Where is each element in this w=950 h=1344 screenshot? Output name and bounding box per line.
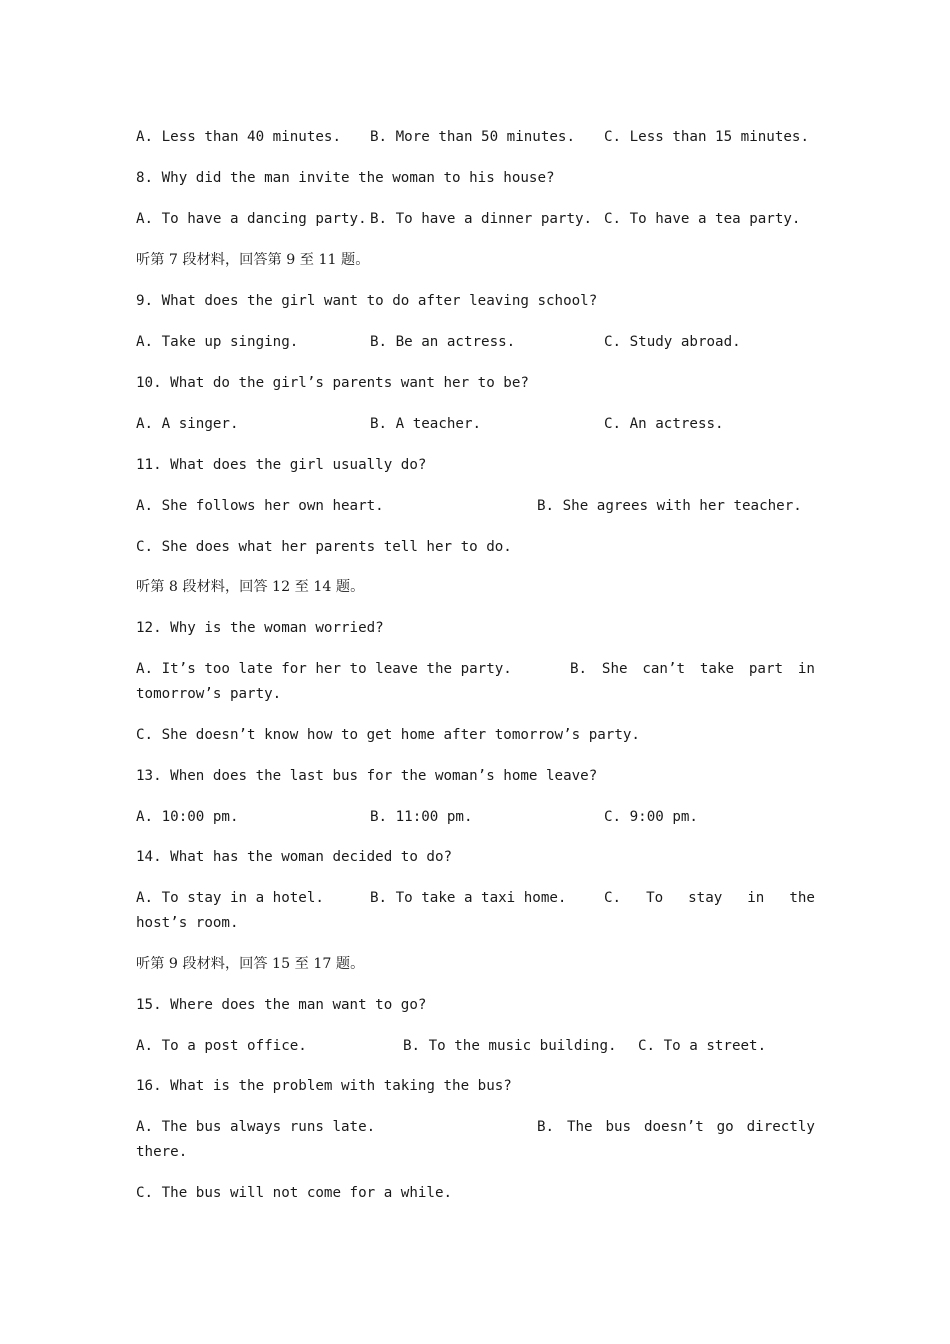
q12-option-b-word: take	[699, 661, 735, 677]
q12-option-b-word: She	[601, 661, 628, 677]
q16-option-b-continuation: there.	[136, 1144, 188, 1160]
q14-option-a: A. To stay in a hotel.	[136, 890, 324, 906]
q15-question: 15. Where does the man want to go?	[136, 997, 427, 1013]
q8-option-b: B. To have a dinner party.	[370, 211, 593, 227]
section-8-heading: 听第 8 段材料，回答 12 至 14 题。	[136, 579, 365, 595]
q16-option-b-word: directly	[746, 1119, 815, 1135]
q10-question: 10. What do the girl’s parents want her to be?	[136, 375, 529, 391]
q8-option-a: A. To have a dancing party.	[136, 211, 367, 227]
q10-option-a: A. A singer.	[136, 416, 239, 432]
q16-question: 16. What is the problem with taking the bus?	[136, 1078, 512, 1094]
q14-option-c	[604, 889, 815, 907]
q13-question: 13. When does the last bus for the woman’s home leave?	[136, 768, 598, 784]
q12-option-a: A. It’s too late for her to leave the party.	[136, 661, 512, 677]
q16-option-b-word: The	[566, 1119, 593, 1135]
q9-option-c: C. Study abroad.	[604, 334, 741, 350]
q7-option-a: A. Less than 40 minutes.	[136, 129, 341, 145]
q13-option-a: A. 10:00 pm.	[136, 809, 239, 825]
q12-option-b-word: part	[748, 661, 784, 677]
q14-option-c-continuation: host’s room.	[136, 915, 239, 931]
q11-option-b: B. She agrees with her teacher.	[537, 498, 802, 514]
q12-option-b-word: B.	[570, 661, 588, 677]
q15-option-a: A. To a post office.	[136, 1038, 307, 1054]
q10-option-c: C. An actress.	[604, 416, 724, 432]
q12-question: 12. Why is the woman worried?	[136, 620, 384, 636]
q14-option-c-word: in	[747, 890, 765, 906]
q12-option-b-word: can’t	[642, 661, 686, 677]
q14-option-c-word: To	[646, 890, 664, 906]
q12-option-b-word: in	[797, 661, 815, 677]
q14-option-b: B. To take a taxi home.	[370, 890, 567, 906]
q9-option-b: B. Be an actress.	[370, 334, 516, 350]
q13-option-b: B. 11:00 pm.	[370, 809, 473, 825]
q16-option-b	[537, 1118, 815, 1136]
q8-option-c: C. To have a tea party.	[604, 211, 801, 227]
q14-question: 14. What has the woman decided to do?	[136, 849, 453, 865]
q12-option-b-continuation: tomorrow’s party.	[136, 686, 282, 702]
q9-option-a: A. Take up singing.	[136, 334, 299, 350]
q14-option-c-word: C.	[604, 890, 622, 906]
section-9-heading: 听第 9 段材料，回答 15 至 17 题。	[136, 956, 365, 972]
q11-question: 11. What does the girl usually do?	[136, 457, 427, 473]
q15-option-b: B. To the music building.	[403, 1038, 617, 1054]
q16-option-b-word: bus	[605, 1119, 632, 1135]
q15-option-c: C. To a street.	[638, 1038, 767, 1054]
q14-option-c-word: stay	[688, 890, 723, 906]
section-7-heading: 听第 7 段材料，回答第 9 至 11 题。	[136, 252, 370, 268]
q16-option-b-word: doesn’t	[643, 1119, 704, 1135]
q7-option-c: C. Less than 15 minutes.	[604, 129, 809, 145]
q16-option-b-word: B.	[537, 1119, 555, 1135]
q11-option-c: C. She does what her parents tell her to do.	[136, 539, 512, 555]
q11-option-a: A. She follows her own heart.	[136, 498, 384, 514]
q8-question: 8. Why did the man invite the woman to his house?	[136, 170, 555, 186]
q9-question: 9. What does the girl want to do after leaving school?	[136, 293, 598, 309]
q7-option-b: B. More than 50 minutes.	[370, 129, 575, 145]
q13-option-c: C. 9:00 pm.	[604, 809, 698, 825]
q14-option-c-word: the	[789, 890, 815, 906]
q16-option-c: C. The bus will not come for a while.	[136, 1185, 453, 1201]
q12-option-b	[570, 660, 815, 678]
q16-option-b-word: go	[716, 1119, 734, 1135]
q16-option-a: A. The bus always runs late.	[136, 1119, 376, 1135]
q10-option-b: B. A teacher.	[370, 416, 482, 432]
q12-option-c: C. She doesn’t know how to get home after tomorrow’s party.	[136, 727, 640, 743]
